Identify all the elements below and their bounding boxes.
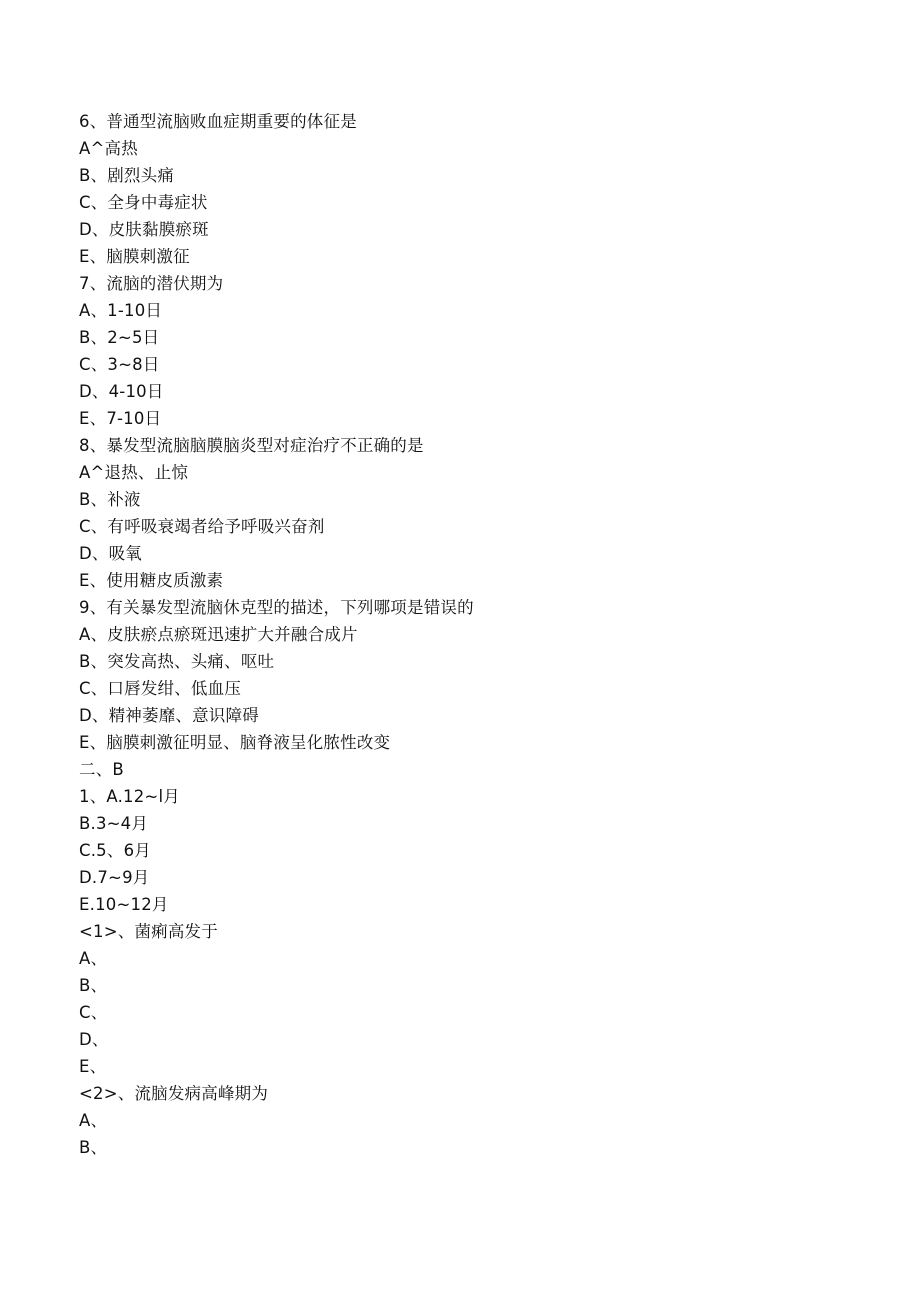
question-9-option-d: D、精神萎靡、意识障碍 bbox=[79, 706, 259, 725]
question-7-option-b: B、2~5日 bbox=[79, 328, 160, 347]
subquestion-1-stem: <1>、菌痢高发于 bbox=[79, 922, 218, 941]
section-heading: 二、B bbox=[79, 760, 124, 779]
question-8-stem: 8、暴发型流脑脑膜脑炎型对症治疗不正确的是 bbox=[79, 436, 424, 455]
question-6-stem: 6、普通型流脑败血症期重要的体征是 bbox=[79, 112, 357, 131]
subquestion-2-stem: <2>、流脑发病高峰期为 bbox=[79, 1084, 269, 1103]
question-7-option-a: A、1-10日 bbox=[79, 301, 163, 320]
shared-options-e: E.10~12月 bbox=[79, 895, 169, 914]
shared-options-c: C.5、6月 bbox=[79, 841, 151, 860]
subquestion-2-option-b: B、 bbox=[79, 1138, 108, 1157]
shared-options-a: 1、A.12~l月 bbox=[79, 787, 180, 806]
question-6-option-c: C、全身中毒症状 bbox=[79, 193, 208, 212]
question-6-option-a: A^高热 bbox=[79, 139, 138, 158]
subquestion-1-option-b: B、 bbox=[79, 976, 108, 995]
question-7-option-e: E、7-10日 bbox=[79, 409, 162, 428]
question-6-option-d: D、皮肤黏膜瘀斑 bbox=[79, 220, 209, 239]
subquestion-1-option-a: A、 bbox=[79, 949, 108, 968]
question-9-option-e: E、脑膜刺激征明显、脑脊液呈化脓性改变 bbox=[79, 733, 391, 752]
question-6-option-e: E、脑膜刺激征 bbox=[79, 247, 190, 266]
question-6-option-b: B、剧烈头痛 bbox=[79, 166, 175, 185]
question-7-option-d: D、4-10日 bbox=[79, 382, 164, 401]
subquestion-1-option-e: E、 bbox=[79, 1057, 107, 1076]
subquestion-1-option-d: D、 bbox=[79, 1030, 109, 1049]
subquestion-1-option-c: C、 bbox=[79, 1003, 108, 1022]
question-7-option-c: C、3~8日 bbox=[79, 355, 160, 374]
question-8-option-b: B、补液 bbox=[79, 490, 141, 509]
question-8-option-c: C、有呼吸衰竭者给予呼吸兴奋剂 bbox=[79, 517, 325, 536]
subquestion-2-option-a: A、 bbox=[79, 1111, 108, 1130]
question-9-option-a: A、皮肤瘀点瘀斑迅速扩大并融合成片 bbox=[79, 625, 358, 644]
shared-options-d: D.7~9月 bbox=[79, 868, 150, 887]
shared-options-b: B.3~4月 bbox=[79, 814, 149, 833]
question-8-option-a: A^退热、止惊 bbox=[79, 463, 189, 482]
question-8-option-e: E、使用糖皮质激素 bbox=[79, 571, 224, 590]
question-7-stem: 7、流脑的潜伏期为 bbox=[79, 274, 224, 293]
question-9-stem: 9、有关暴发型流脑休克型的描述，下列哪项是错误的 bbox=[79, 598, 474, 617]
question-9-option-c: C、口唇发绀、低血压 bbox=[79, 679, 242, 698]
question-8-option-d: D、吸氧 bbox=[79, 544, 143, 563]
question-9-option-b: B、突发高热、头痛、呕吐 bbox=[79, 652, 275, 671]
question-text-block bbox=[79, 108, 859, 1161]
